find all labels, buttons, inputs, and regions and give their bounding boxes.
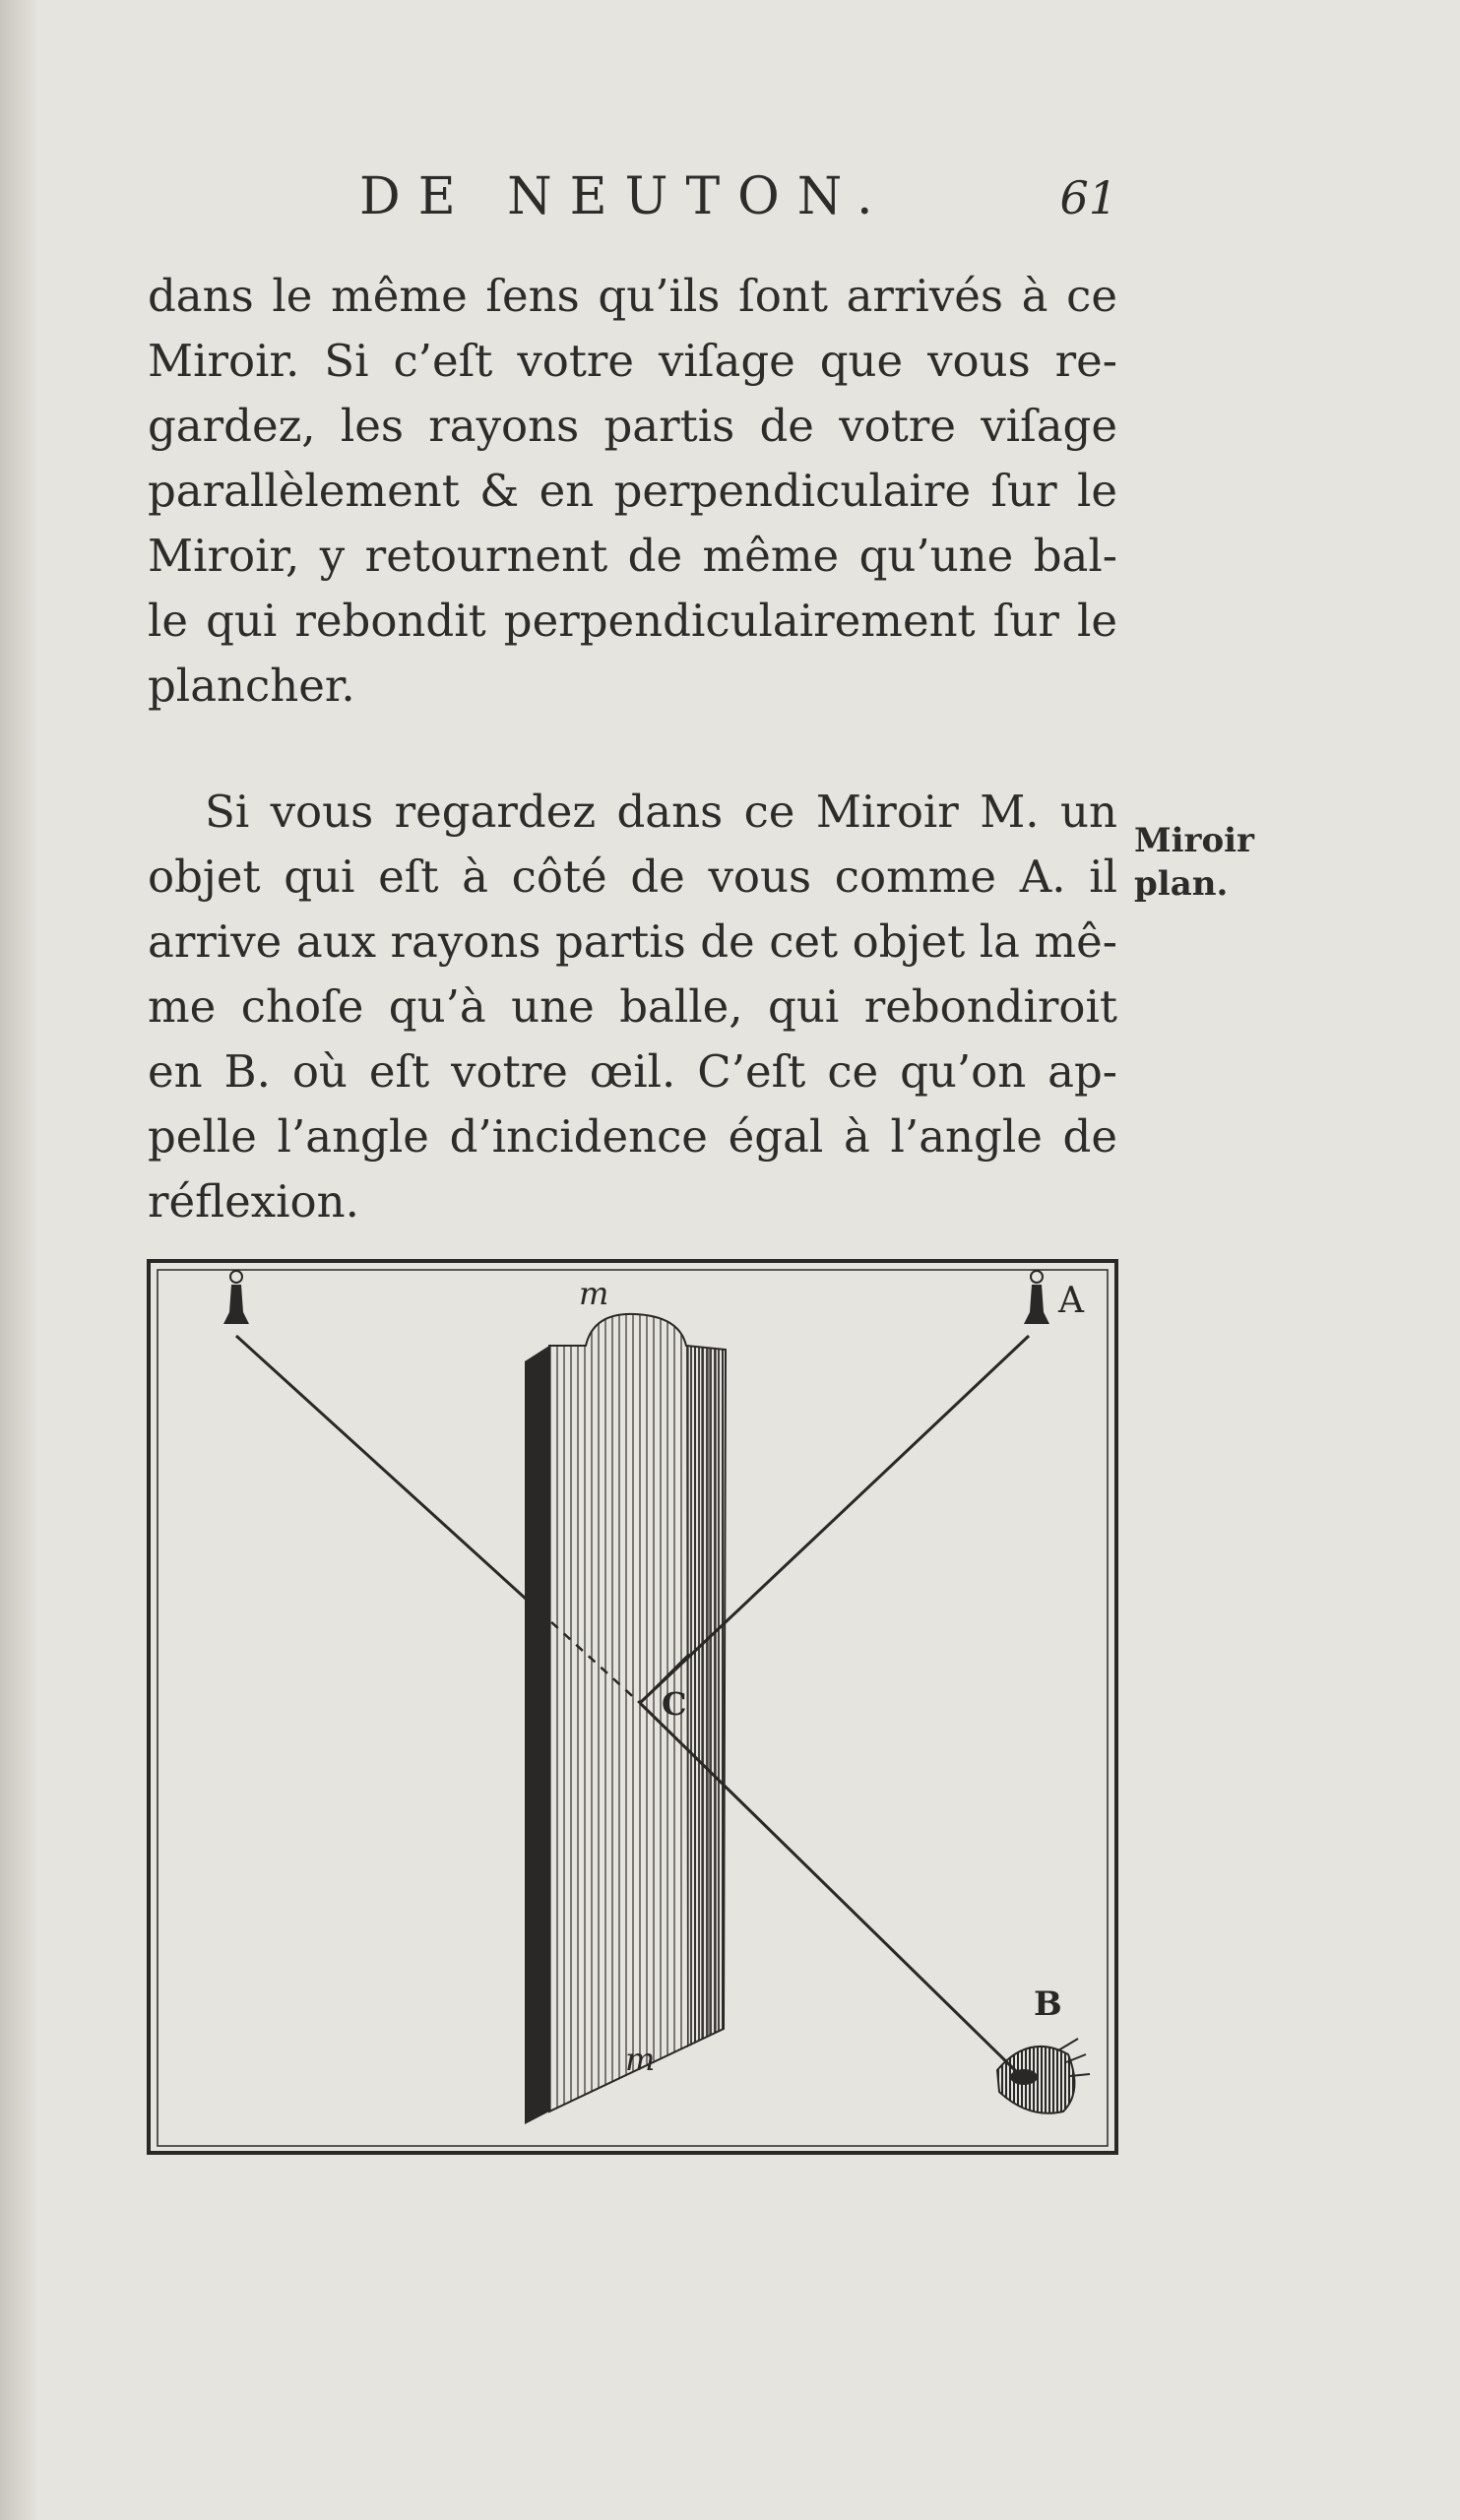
text-line: gardez, les rayons partis de votre viſage: [148, 400, 1117, 452]
object-A: [1024, 1271, 1049, 1324]
text-line: arrive aux rayons partis de cet objet la mê-: [148, 915, 1117, 968]
text-line: parallèlement & en perpendiculaire ſur le: [148, 465, 1117, 517]
body-text: [148, 264, 1117, 1234]
text-line: Miroir. Si c’eſt votre viſage que vous re-: [148, 335, 1117, 387]
paragraph-2: [148, 780, 1117, 1234]
text-line: en B. où eſt votre œil. C’eſt ce qu’on ap-: [148, 1045, 1117, 1098]
text-line: Miroir, y retournent de même qu’une bal-: [148, 530, 1117, 582]
label-B: B: [1034, 1984, 1062, 2024]
text-line: réflexion.: [148, 1175, 359, 1228]
label-A: A: [1058, 1281, 1084, 1321]
margin-note-line: Miroir: [1134, 821, 1254, 860]
label-m-bottom: m: [625, 2041, 656, 2078]
mirror: [525, 1314, 726, 2124]
eye-B: [997, 2039, 1090, 2113]
margin-note-line: plan.: [1134, 864, 1229, 904]
figure-svg: [143, 1255, 1122, 2161]
object-left: [223, 1271, 249, 1324]
page-number: 61: [1059, 171, 1117, 224]
text-line: plancher.: [148, 660, 355, 712]
incident-ray-left: [236, 1336, 527, 1600]
text-line: dans le même ſens qu’ils ſont arrivés à ce: [148, 270, 1117, 322]
text-line: Si vous regardez dans ce Miroir M. un: [205, 786, 1117, 838]
text-line: objet qui eſt à côté de vous comme A. il: [148, 850, 1117, 903]
running-head-title: DE NEUTON.: [359, 167, 891, 226]
text-line: pelle l’angle d’incidence égal à l’angle de: [148, 1110, 1117, 1163]
page-gutter-shadow: [0, 0, 39, 2520]
text-line: me choſe qu’à une balle, qui rebondiroit: [148, 980, 1117, 1033]
running-head: [359, 167, 1117, 236]
label-C: C: [662, 1685, 687, 1723]
plane-mirror-engraving: [143, 1255, 1122, 2161]
paragraph-1: [148, 264, 1117, 719]
margin-note: [1134, 819, 1252, 906]
label-m-top: m: [579, 1275, 609, 1312]
text-line: le qui rebondit perpendiculairement ſur le: [148, 595, 1117, 647]
